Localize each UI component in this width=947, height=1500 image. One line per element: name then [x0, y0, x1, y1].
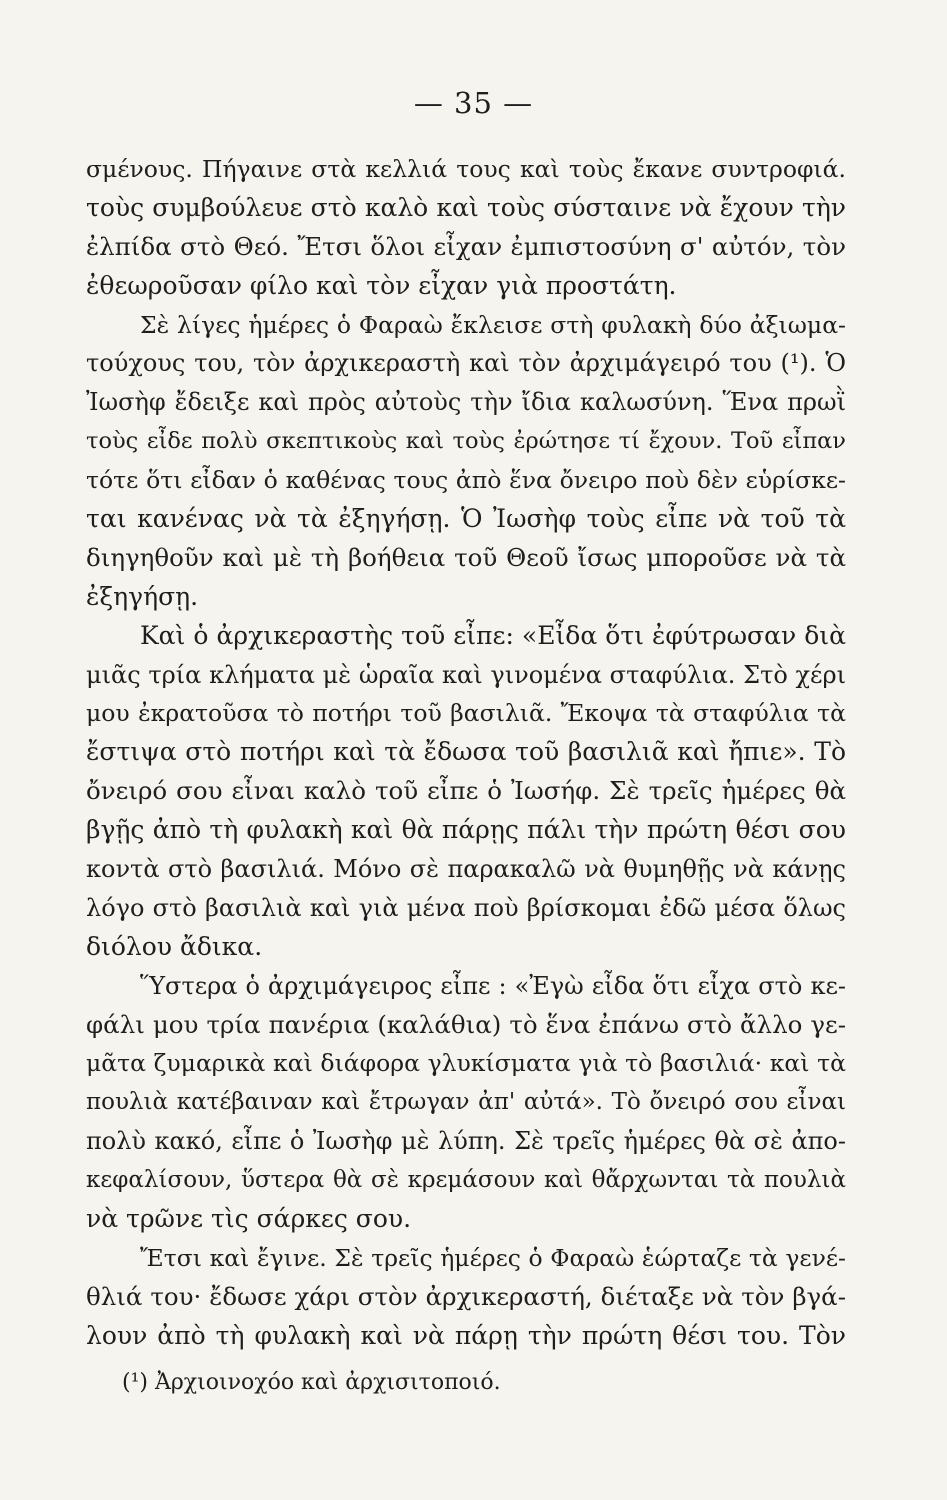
- text-line: μᾶτα ζυμαρικὰ καὶ διάφορα γλυκίσματα γιὰ τὸ βασιλιά· καὶ τὰ: [86, 1049, 846, 1078]
- text-line: διηγηθοῦν καὶ μὲ τὴ βοήθεια τοῦ Θεοῦ ἴσως μποροῦσε νὰ τὰ: [86, 542, 846, 572]
- text-line: ται κανένας νὰ τὰ ἐξηγήσῃ. Ὁ Ἰωσὴφ τοὺς εἶπε νὰ τοῦ τὰ: [86, 504, 846, 534]
- text-line: Ἔτσι καὶ ἔγινε. Σὲ τρεῖς ἡμέρες ὁ Φαραὼ ἑώρταζε τὰ γενέ-: [140, 1243, 846, 1272]
- text-line: θλιά του· ἔδωσε χάρι στὸν ἀρχικεραστή, διέταξε νὰ τὸν βγά-: [86, 1281, 846, 1311]
- text-line: τοὺς συμβούλευε στὸ καλὸ καὶ τοὺς σύσταινε νὰ ἔχουν τὴν: [86, 192, 846, 222]
- text-line: μιᾶς τρία κλήματα μὲ ὡραῖα καὶ γινομένα σταφύλια. Στὸ χέρι: [86, 660, 846, 689]
- text-line: Ὕστερα ὁ ἀρχιμάγειρος εἶπε : «Ἐγὼ εἶδα ὅτι εἶχα στὸ κε-: [140, 971, 846, 1000]
- footnote: [86, 1366, 846, 1400]
- text-line: πουλιὰ κατέβαιναν καὶ ἔτρωγαν ἀπ' αὐτά». Τὸ ὄνειρό σου εἶναι: [86, 1089, 846, 1116]
- text-line: τότε ὅτι εἶδαν ὁ καθένας τους ἀπὸ ἕνα ὄνειρο ποὺ δὲν εὑρίσκε-: [86, 466, 846, 495]
- text-line: Καὶ ὁ ἀρχικεραστὴς τοῦ εἶπε: «Εἶδα ὅτι ἐφύτρωσαν διὰ: [140, 620, 846, 650]
- text-line: Ἰωσὴφ ἔδειξε καὶ πρὸς αὐτοὺς τὴν ἴδια καλωσύνη. Ἕνα πρωῒ: [86, 388, 846, 417]
- text-line: μου ἐκρατοῦσα τὸ ποτήρι τοῦ βασιλιᾶ. Ἔκοψα τὰ σταφύλια τὰ: [86, 699, 846, 728]
- text-line: κεφαλίσουν, ὕστερα θὰ σὲ κρεμάσουν καὶ θἄρχωνται τὰ πουλιὰ: [86, 1167, 846, 1194]
- text-line: κοντὰ στὸ βασιλιά. Μόνο σὲ παρακαλῶ νὰ θυμηθῇς νὰ κάνῃς: [86, 855, 846, 884]
- text-line: νὰ τρῶνε τὶς σάρκες σου.: [86, 1204, 412, 1234]
- text-line: τοὺς εἶδε πολὺ σκεπτικοὺς καὶ τοὺς ἐρώτησε τί ἔχουν. Τοῦ εἶπαν: [86, 428, 846, 455]
- footnote-text: (¹) Ἀρχιοινοχόο καὶ ἀρχισιτοποιό.: [122, 1370, 501, 1395]
- text-line: ἐθεωροῦσαν φίλο καὶ τὸν εἶχαν γιὰ προστάτη.: [86, 270, 677, 300]
- body-text: [86, 150, 846, 1356]
- text-line: διόλου ἄδικα.: [86, 931, 263, 961]
- text-line: πολὺ κακό, εἶπε ὁ Ἰωσὴφ μὲ λύπη. Σὲ τρεῖς ἡμέρες θὰ σὲ ἀπο-: [86, 1127, 846, 1156]
- text-line: ἐξηγήσῃ.: [86, 581, 199, 611]
- text-line: λουν ἀπὸ τὴ φυλακὴ καὶ νὰ πάρῃ τὴν πρώτη θέσι του. Τὸν: [86, 1320, 846, 1350]
- text-line: σμένους. Πήγαινε στὰ κελλιά τους καὶ τοὺς ἔκανε συντροφιά.: [86, 155, 846, 183]
- text-line: ὄνειρό σου εἶναι καλὸ τοῦ εἶπε ὁ Ἰωσήφ. Σὲ τρεῖς ἡμέρες θὰ: [86, 776, 846, 806]
- text-line: ἐλπίδα στὸ Θεό. Ἔτσι ὅλοι εἶχαν ἐμπιστοσύνη σ' αὐτόν, τὸν: [86, 231, 846, 261]
- text-line: ἔστιψα στὸ ποτήρι καὶ τὰ ἔδωσα τοῦ βασιλιᾶ καὶ ἤπιε». Τὸ: [86, 737, 846, 767]
- text-line: λόγο στὸ βασιλιὰ καὶ γιὰ μένα ποὺ βρίσκομαι ἐδῶ μέσα ὅλως: [86, 893, 846, 922]
- text-line: τούχους του, τὸν ἀρχικεραστὴ καὶ τὸν ἀρχιμάγειρό του (¹). Ὁ: [86, 349, 846, 378]
- text-line: φάλι μου τρία πανέρια (καλάθια) τὸ ἕνα ἐπάνω στὸ ἄλλο γε-: [86, 1009, 846, 1039]
- text-line: Σὲ λίγες ἡμέρες ὁ Φαραὼ ἔκλεισε στὴ φυλακὴ δύο ἀξιωμα-: [140, 310, 846, 339]
- text-line: βγῇς ἀπὸ τὴ φυλακὴ καὶ θὰ πάρῃς πάλι τὴν πρώτη θέσι σου: [86, 815, 846, 845]
- page-number: — 35 —: [413, 86, 534, 120]
